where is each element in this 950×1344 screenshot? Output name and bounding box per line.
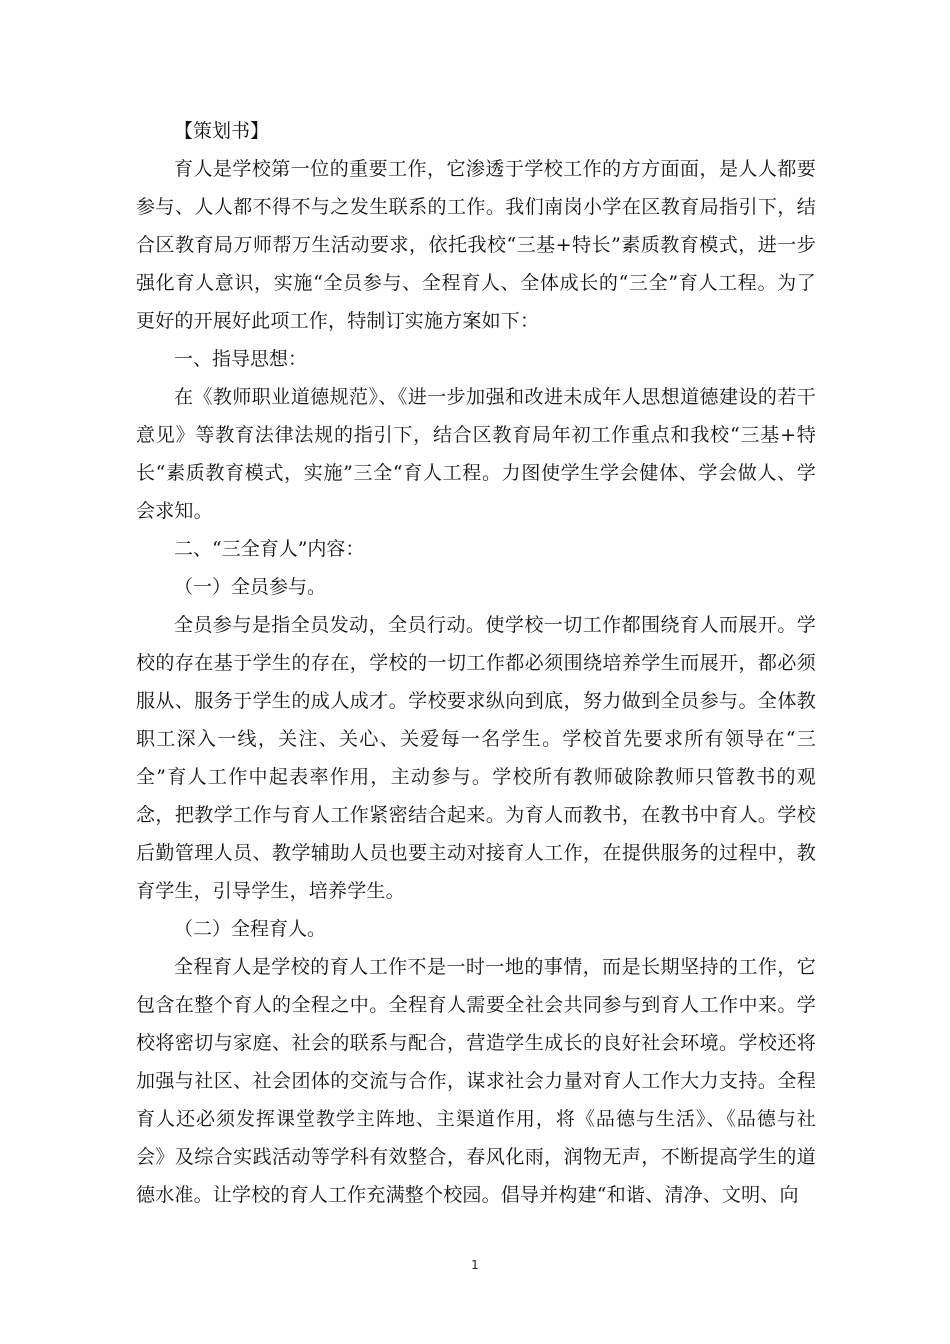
section-heading-content: 二、“三全育人”内容： <box>174 538 365 560</box>
full-participation-paragraph: 全员参与是指全员发动，全员行动。使学校一切工作都围绕育人而展开。学校的存在基于学生的存在，学校的一切工作都必须围绕培养学生而展开，都必须服从、服务于学生的成人成才。学校要求纵向到底，努力做到全员参与。全体教职工深入一线，关注、关心、关爱每一名学生。学校首先要求所有领导在“三全”育人工作中起表率作用，主动参与。学校所有教师破除教师只管教书的观念，把教学工作与育人工作紧密结合起来。为育人而教书，在教书中育人。学校后勤管理人员、教学辅助人员也要主动对接育人工作，在提供服务的过程中，教育学生，引导学生，培养学生。 <box>136 614 816 902</box>
intro-paragraph: 育人是学校第一位的重要工作，它渗透于学校工作的方方面面，是人人都要参与、人人都不得不与之发生联系的工作。我们南岗小学在区教育局指引下，结合区教育局万师帮万生活动要求，依托我校“三基+特长”素质教育模式，进一步强化育人意识，实施“全员参与、全程育人、全体成长的“三全”育人工程。为了更好的开展好此项工作，特制订实施方案如下： <box>136 158 816 332</box>
page-number: 1 <box>471 1258 479 1272</box>
document-body <box>136 112 816 1214</box>
guiding-ideology-paragraph: 在《教师职业道德规范》、《进一步加强和改进未成年人思想道德建设的若干意见》等教育法律法规的指引下，结合区教育局年初工作重点和我校“三基+特长“素质教育模式，实施”三全“育人工程。力图使学生学会健体、学会做人、学会求知。 <box>136 386 816 522</box>
subsection-heading-whole-process: （二）全程育人。 <box>174 918 327 940</box>
document-title: 【策划书】 <box>174 120 270 142</box>
section-heading-guiding-ideology: 一、指导思想： <box>174 348 308 370</box>
subsection-heading-full-participation: （一）全员参与。 <box>174 576 327 598</box>
whole-process-paragraph: 全程育人是学校的育人工作不是一时一地的事情，而是长期坚持的工作，它包含在整个育人的全程之中。全程育人需要全社会共同参与到育人工作中来。学校将密切与家庭、社会的联系与配合，营造学生成长的良好社会环境。学校还将加强与社区、社会团体的交流与合作，谋求社会力量对育人工作大力支持。全程育人还必须发挥课堂教学主阵地、主渠道作用，将《品德与生活》、《品德与社会》及综合实践活动等学科有效整合，春风化雨，润物无声，不断提高学生的道德水准。让学校的育人工作充满整个校园。倡导并构建“和谐、清净、文明、向 <box>136 956 816 1206</box>
